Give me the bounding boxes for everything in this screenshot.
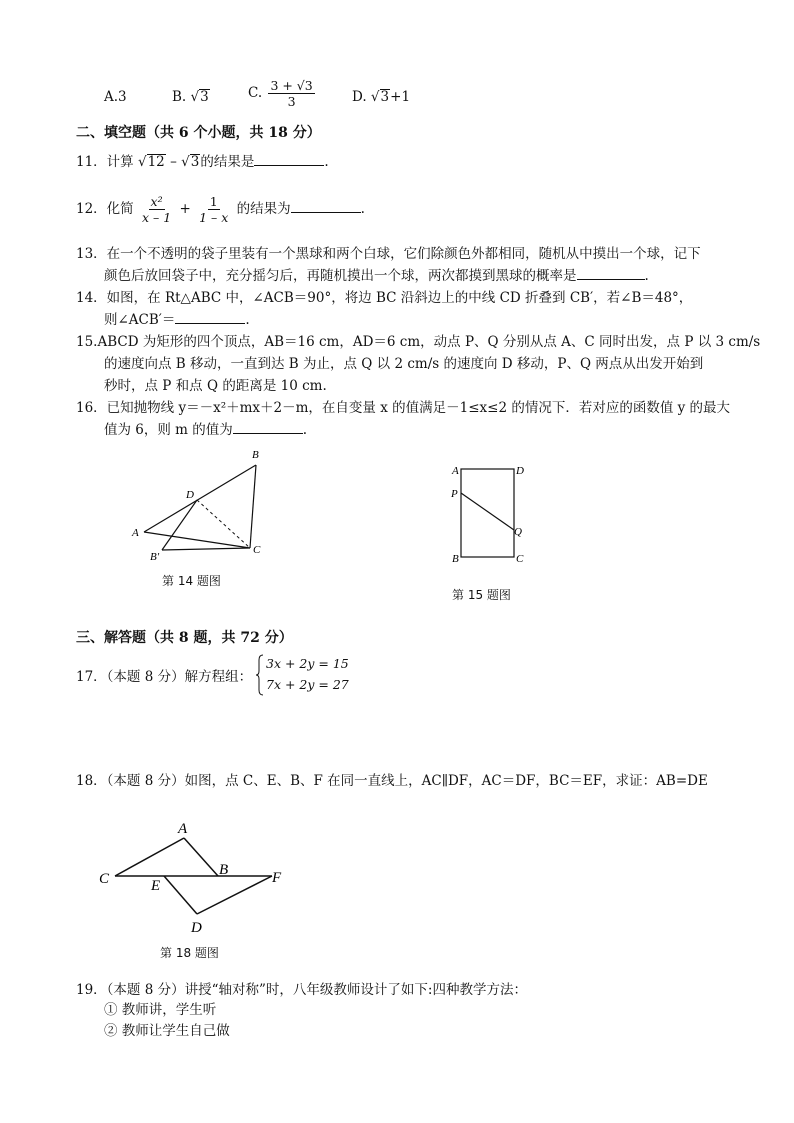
label-C: C [99, 871, 110, 887]
label-D: D [191, 920, 202, 936]
option-b: B. √3 [172, 89, 209, 105]
label-C: C [516, 553, 524, 565]
question-19-line1: 19．（本题 8 分）讲授“轴对称”时，八年级教师设计了如下:四种教学方法： [76, 982, 527, 998]
label-C: C [253, 544, 261, 556]
figure-15-caption: 第 15 题图 [452, 588, 511, 602]
segment-B-prime-C [162, 548, 250, 550]
question-16-line2: 值为 6，则 m 的值为 . [104, 419, 307, 441]
figure-14-caption: 第 14 题图 [162, 574, 221, 588]
question-18: 18．（本题 8 分）如图，点 C、E、B、F 在同一直线上，AC∥DF，AC＝DF，BC＝EF，求证：AB=DE [76, 773, 708, 789]
segment-AB [184, 838, 218, 876]
question-12: 12．化简 $\frac{\text{x²}}{x - 1}$ + $\frac{1}{1 - x}$ 的结果为 . [76, 194, 365, 225]
option-c: C. $\frac{3 + √3}{3}$ [248, 78, 313, 109]
label-D: D [186, 489, 194, 501]
segment-ED [164, 876, 197, 914]
segment-DB-prime [162, 500, 197, 550]
answer-blank[interactable] [291, 198, 361, 213]
label-B: B [452, 553, 459, 565]
label-A: A [178, 821, 188, 837]
option-a: A.3 [104, 89, 127, 105]
label-P: P [451, 488, 458, 500]
question-17: 17．（本题 8 分）解方程组： [76, 669, 253, 685]
question-14-line2: 则∠ACB′＝ . [104, 309, 250, 331]
rectangle-ABCD [461, 469, 514, 557]
figure-18 [96, 816, 296, 936]
option-d: D. √3+1 [352, 89, 411, 105]
segment-AC [115, 838, 184, 876]
figure-18-caption: 第 18 题图 [160, 946, 219, 960]
segment-PQ [461, 493, 514, 530]
label-F: F [272, 870, 282, 886]
question-15-line2: 的速度向点 B 移动，一直到达 B 为止，点 Q 以 2 cm/s 的速度向 D 移动，P、Q 两点从出发开始到 [104, 356, 704, 372]
label-D: D [516, 465, 524, 477]
question-15-line3: 秒时，点 P 和点 Q 的距离是 10 cm. [104, 378, 327, 394]
equation-2: 7x + 2y = 27 [266, 677, 349, 692]
question-11: 11．计算 √12 – √3的结果是 . [76, 151, 329, 173]
section-title-fill-blank: 二、填空题（共 6 个小题，共 18 分） [76, 125, 321, 141]
figure-14 [120, 440, 280, 570]
segment-AB [144, 465, 256, 532]
section-title-solve: 三、解答题（共 8 题，共 72 分） [76, 630, 293, 646]
figure-15 [446, 458, 536, 568]
question-19-item1: ① 教师讲，学生听 [104, 1002, 217, 1018]
answer-blank[interactable] [233, 419, 303, 434]
equation-1: 3x + 2y = 15 [266, 656, 349, 671]
answer-blank[interactable] [577, 265, 645, 280]
answer-blank[interactable] [254, 151, 324, 166]
label-B: B [252, 449, 259, 461]
label-Q: Q [514, 526, 522, 538]
label-E: E [151, 878, 161, 894]
segment-BC [250, 465, 256, 548]
brace-icon [256, 654, 264, 696]
label-B-prime: B′ [150, 551, 160, 563]
label-A: A [132, 527, 139, 539]
question-13-line2: 颜色后放回袋子中，充分摇匀后，再随机摸出一个球，两次都摸到黑球的概率是 . [104, 265, 649, 287]
question-14-line1: 14．如图，在 Rt△ABC 中，∠ACB＝90°，将边 BC 沿斜边上的中线 CD 折叠到 CB′，若∠B＝48°， [76, 290, 693, 306]
question-19-item2: ② 教师让学生自己做 [104, 1023, 230, 1039]
label-B: B [219, 862, 229, 878]
label-A: A [452, 465, 459, 477]
question-15-line1: 15.ABCD 为矩形的四个顶点，AB＝16 cm，AD＝6 cm，动点 P、Q 分别从点 A、C 同时出发，点 P 以 3 cm/s [76, 334, 761, 350]
segment-DF [197, 876, 272, 914]
question-16-line1: 16．已知抛物线 y＝－x²＋mx＋2－m，在自变量 x 的值满足－1≤x≤2 的情况下．若对应的函数值 y 的最大 [76, 400, 731, 416]
answer-blank[interactable] [175, 309, 245, 324]
question-13-line1: 13．在一个不透明的袋子里装有一个黑球和两个白球，它们除颜色外都相同，随机从中摸出一个球，记下 [76, 246, 701, 262]
segment-AC [144, 532, 250, 548]
